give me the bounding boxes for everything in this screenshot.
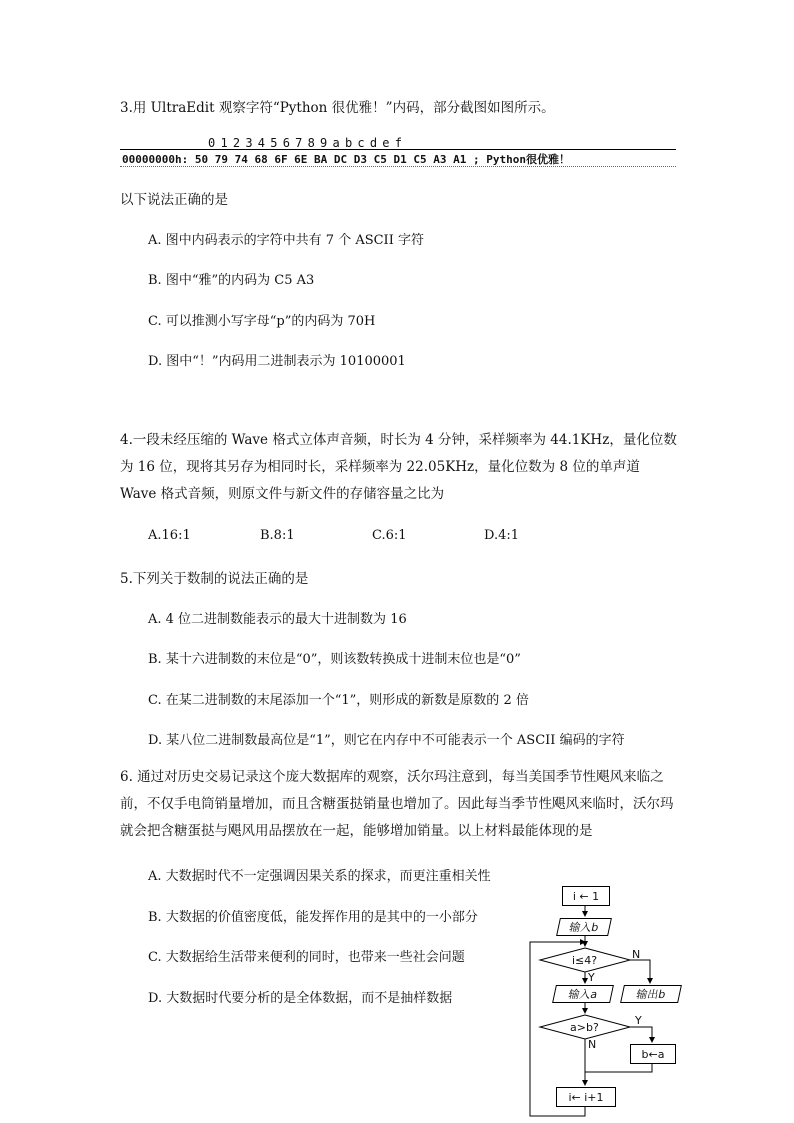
hex-dump-row: 00000000h: 50 79 74 68 6F 6E BA DC D3 C5 D1 C5 A3 A1 ; Python很优雅！	[122, 153, 570, 166]
input-b-box: 输入b	[556, 918, 612, 936]
q3-option-a: A. 图中内码表示的字符中共有 7 个 ASCII 字符	[148, 233, 424, 248]
q6-option-a: A. 大数据时代不一定强调因果关系的探求，而更注重相关性	[148, 869, 491, 884]
q3-prompt: 以下说法正确的是	[120, 192, 228, 208]
cond2-label: a>b?	[570, 1021, 599, 1034]
cond2-no-label: N	[588, 1038, 597, 1051]
q5-stem: 5.下列关于数制的说法正确的是	[120, 571, 309, 587]
input-a-box: 输入a	[552, 985, 614, 1003]
q5-option-c: C. 在某二进制数的末尾添加一个“1”，则形成的新数是原数的 2 倍	[148, 693, 529, 708]
q5-option-a: A. 4 位二进制数能表示的最大十进制数为 16	[148, 612, 407, 627]
hex-column-header: 0 1 2 3 4 5 6 7 8 9 a b c d e f	[208, 136, 402, 150]
q6-option-b: B. 大数据的价值密度低，能发挥作用的是其中的一小部分	[148, 910, 478, 925]
q3-option-b: B. 图中“雅”的内码为 C5 A3	[148, 273, 315, 288]
q4-stem: 4.一段未经压缩的 Wave 格式立体声音频，时长为 4 分钟，采样频率为 44.1KHz，量化位数为 16 位，现将其另存为相同时长，采样频率为 22.05KHz，量化位数为 8 位的单声道 Wave 格式音频，则原文件与新文件的存储容量之比为	[120, 432, 677, 502]
cond1-label: i≤4?	[572, 954, 598, 967]
q5-option-d: D. 某八位二进制数最高位是“1”，则它在内存中不可能表示一个 ASCII 编码的字符	[148, 733, 625, 748]
q5-option-b: B. 某十六进制数的末位是“0”，则该数转换成十进制末位也是“0”	[148, 652, 521, 667]
q6-option-c: C. 大数据给生活带来便利的同时，也带来一些社会问题	[148, 950, 465, 965]
init-box: i ← 1	[562, 886, 610, 906]
q6-option-d: D. 大数据时代要分析的是全体数据，而不是抽样数据	[148, 991, 453, 1006]
cond1-no-label: N	[632, 948, 641, 961]
increment-box: i← i+1	[556, 1087, 616, 1107]
q3-option-d: D. 图中“！”内码用二进制表示为 10100001	[148, 354, 406, 369]
assign-box: b←a	[630, 1044, 676, 1064]
cond2-yes-label: Y	[635, 1014, 642, 1027]
hex-top-rule	[120, 149, 676, 150]
q4-option-a: A.16:1	[148, 528, 191, 543]
q4-option-c: C.6:1	[372, 528, 407, 543]
hex-bottom-rule	[120, 166, 676, 167]
q4-option-b: B.8:1	[260, 528, 295, 543]
output-b-box: 输出b	[620, 985, 682, 1003]
q3-option-c: C. 可以推测小写字母“p”的内码为 70H	[148, 314, 376, 329]
q6-stem: 6. 通过对历史交易记录这个庞大数据库的观察，沃尔玛注意到，每当美国季节性飓风来临之前，不仅手电筒销量增加，而且含糖蛋挞销量也增加了。因此每当季节性飓风来临时，沃尔玛就会把含糖蛋挞与飓风用品摆放在一起，能够增加销量。以上材料最能体现的是	[120, 769, 674, 839]
flowchart	[520, 880, 720, 1120]
cond1-yes-label: Y	[588, 971, 595, 984]
q3-stem: 3.用 UltraEdit 观察字符“Python 很优雅！”内码，部分截图如图所示。	[120, 100, 555, 116]
q4-option-d: D.4:1	[484, 528, 520, 543]
